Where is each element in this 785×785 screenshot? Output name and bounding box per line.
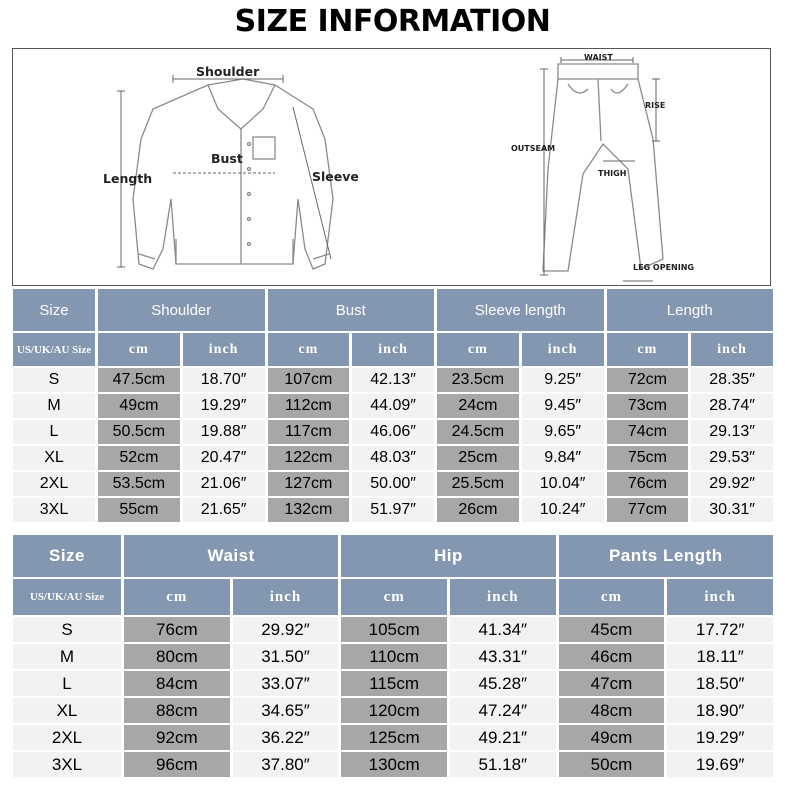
table-cell: 19.69″: [667, 752, 773, 777]
bust-header: Bust: [268, 289, 435, 331]
table-cell: 49.21″: [450, 725, 556, 750]
table-cell: 132cm: [268, 498, 350, 522]
unit-header: inch: [352, 333, 434, 366]
unit-header: inch: [691, 333, 773, 366]
table-cell: 46cm: [559, 644, 665, 669]
table-cell: 45.28″: [450, 671, 556, 696]
hip-header: Hip: [341, 535, 555, 577]
size-cell: L: [13, 420, 95, 444]
table-row: [13, 498, 773, 522]
unit-header: cm: [437, 333, 519, 366]
size-diagram: [12, 48, 771, 286]
table-cell: 48cm: [559, 698, 665, 723]
table-cell: 9.45″: [522, 394, 604, 418]
table-cell: 51.97″: [352, 498, 434, 522]
region-header: US/UK/AU Size: [13, 333, 95, 366]
table-cell: 9.25″: [522, 368, 604, 392]
table-cell: 29.53″: [691, 446, 773, 470]
table-row: [13, 752, 773, 777]
table-cell: 37.80″: [233, 752, 339, 777]
table-cell: 31.50″: [233, 644, 339, 669]
table-row: [13, 472, 773, 496]
table-cell: 18.50″: [667, 671, 773, 696]
waist-label: WAIST: [584, 53, 613, 62]
size-cell: M: [13, 394, 95, 418]
length-label: Length: [103, 171, 153, 186]
table-cell: 55cm: [98, 498, 180, 522]
table-cell: 50.5cm: [98, 420, 180, 444]
table-cell: 125cm: [341, 725, 447, 750]
table-cell: 29.92″: [691, 472, 773, 496]
table-cell: 112cm: [268, 394, 350, 418]
top-size-table: [10, 287, 776, 524]
table-row: [13, 671, 773, 696]
table-cell: 41.34″: [450, 617, 556, 642]
table-cell: 10.24″: [522, 498, 604, 522]
size-cell: S: [13, 617, 121, 642]
table-cell: 76cm: [124, 617, 230, 642]
table-cell: 96cm: [124, 752, 230, 777]
table-cell: 23.5cm: [437, 368, 519, 392]
unit-header: inch: [667, 579, 773, 615]
unit-header: cm: [98, 333, 180, 366]
table-cell: 44.09″: [352, 394, 434, 418]
table-cell: 47cm: [559, 671, 665, 696]
table-cell: 19.29″: [183, 394, 265, 418]
table-cell: 26cm: [437, 498, 519, 522]
size-cell: 3XL: [13, 752, 121, 777]
table-cell: 49cm: [559, 725, 665, 750]
table-cell: 48.03″: [352, 446, 434, 470]
unit-header: cm: [341, 579, 447, 615]
table-cell: 25cm: [437, 446, 519, 470]
table-row: [13, 394, 773, 418]
unit-header: cm: [607, 333, 689, 366]
bottom-size-table: [10, 533, 776, 779]
size-cell: 2XL: [13, 472, 95, 496]
unit-header: inch: [233, 579, 339, 615]
table-cell: 29.13″: [691, 420, 773, 444]
pants-illustration: [543, 64, 666, 271]
table-cell: 42.13″: [352, 368, 434, 392]
table-cell: 88cm: [124, 698, 230, 723]
table-cell: 73cm: [607, 394, 689, 418]
table-cell: 115cm: [341, 671, 447, 696]
unit-header: cm: [268, 333, 350, 366]
table-cell: 75cm: [607, 446, 689, 470]
shirt-illustration: [133, 79, 333, 269]
size-cell: 2XL: [13, 725, 121, 750]
unit-header: cm: [124, 579, 230, 615]
unit-header: inch: [522, 333, 604, 366]
rise-label: RISE: [645, 101, 666, 110]
table-cell: 30.31″: [691, 498, 773, 522]
shoulder-header: Shoulder: [98, 289, 265, 331]
table-row: [13, 725, 773, 750]
unit-header: cm: [559, 579, 665, 615]
table-cell: 49cm: [98, 394, 180, 418]
size-cell: XL: [13, 698, 121, 723]
table-row: [13, 698, 773, 723]
table-row: [13, 617, 773, 642]
size-cell: L: [13, 671, 121, 696]
bottom-unit-row: [13, 579, 773, 615]
table-cell: 33.07″: [233, 671, 339, 696]
unit-header: inch: [450, 579, 556, 615]
bottom-header-row: [13, 535, 773, 577]
table-cell: 72cm: [607, 368, 689, 392]
table-cell: 9.84″: [522, 446, 604, 470]
region-header: US/UK/AU Size: [13, 579, 121, 615]
leg-opening-label: LEG OPENING: [633, 263, 694, 272]
table-cell: 17.72″: [667, 617, 773, 642]
page-title: SIZE INFORMATION: [234, 4, 551, 39]
table-cell: 34.65″: [233, 698, 339, 723]
table-cell: 127cm: [268, 472, 350, 496]
table-row: [13, 644, 773, 669]
table-cell: 53.5cm: [98, 472, 180, 496]
table-cell: 29.92″: [233, 617, 339, 642]
table-cell: 51.18″: [450, 752, 556, 777]
size-cell: S: [13, 368, 95, 392]
table-cell: 18.11″: [667, 644, 773, 669]
table-cell: 21.06″: [183, 472, 265, 496]
table-cell: 10.04″: [522, 472, 604, 496]
table-cell: 50cm: [559, 752, 665, 777]
top-header-row: [13, 289, 773, 331]
table-cell: 28.35″: [691, 368, 773, 392]
table-cell: 120cm: [341, 698, 447, 723]
size-cell: M: [13, 644, 121, 669]
sleeve-label: Sleeve: [312, 169, 359, 184]
table-cell: 36.22″: [233, 725, 339, 750]
table-cell: 9.65″: [522, 420, 604, 444]
table-cell: 76cm: [607, 472, 689, 496]
table-cell: 18.90″: [667, 698, 773, 723]
table-cell: 47.24″: [450, 698, 556, 723]
size-header: Size: [13, 289, 95, 331]
size-cell: XL: [13, 446, 95, 470]
size-cell: 3XL: [13, 498, 95, 522]
sleeve-length-header: Sleeve length: [437, 289, 604, 331]
table-cell: 25.5cm: [437, 472, 519, 496]
table-cell: 74cm: [607, 420, 689, 444]
table-cell: 50.00″: [352, 472, 434, 496]
table-row: [13, 446, 773, 470]
table-cell: 110cm: [341, 644, 447, 669]
table-cell: 84cm: [124, 671, 230, 696]
table-cell: 20.47″: [183, 446, 265, 470]
outseam-label: OUTSEAM: [511, 144, 556, 153]
table-row: [13, 368, 773, 392]
thigh-label: THIGH: [598, 169, 627, 178]
size-header: Size: [13, 535, 121, 577]
table-cell: 47.5cm: [98, 368, 180, 392]
table-cell: 117cm: [268, 420, 350, 444]
table-cell: 24cm: [437, 394, 519, 418]
table-cell: 19.29″: [667, 725, 773, 750]
bust-label: Bust: [211, 151, 243, 166]
table-cell: 45cm: [559, 617, 665, 642]
table-cell: 18.70″: [183, 368, 265, 392]
table-cell: 130cm: [341, 752, 447, 777]
table-cell: 43.31″: [450, 644, 556, 669]
table-cell: 80cm: [124, 644, 230, 669]
table-row: [13, 420, 773, 444]
shoulder-label: Shoulder: [196, 64, 260, 79]
table-cell: 122cm: [268, 446, 350, 470]
garment-illustrations: [13, 49, 772, 287]
length-header: Length: [607, 289, 774, 331]
table-cell: 107cm: [268, 368, 350, 392]
table-cell: 52cm: [98, 446, 180, 470]
top-unit-row: [13, 333, 773, 366]
table-cell: 24.5cm: [437, 420, 519, 444]
table-cell: 46.06″: [352, 420, 434, 444]
unit-header: inch: [183, 333, 265, 366]
table-cell: 19.88″: [183, 420, 265, 444]
table-cell: 92cm: [124, 725, 230, 750]
table-cell: 21.65″: [183, 498, 265, 522]
table-cell: 77cm: [607, 498, 689, 522]
pants-length-header: Pants Length: [559, 535, 773, 577]
table-cell: 28.74″: [691, 394, 773, 418]
table-cell: 105cm: [341, 617, 447, 642]
waist-header: Waist: [124, 535, 338, 577]
